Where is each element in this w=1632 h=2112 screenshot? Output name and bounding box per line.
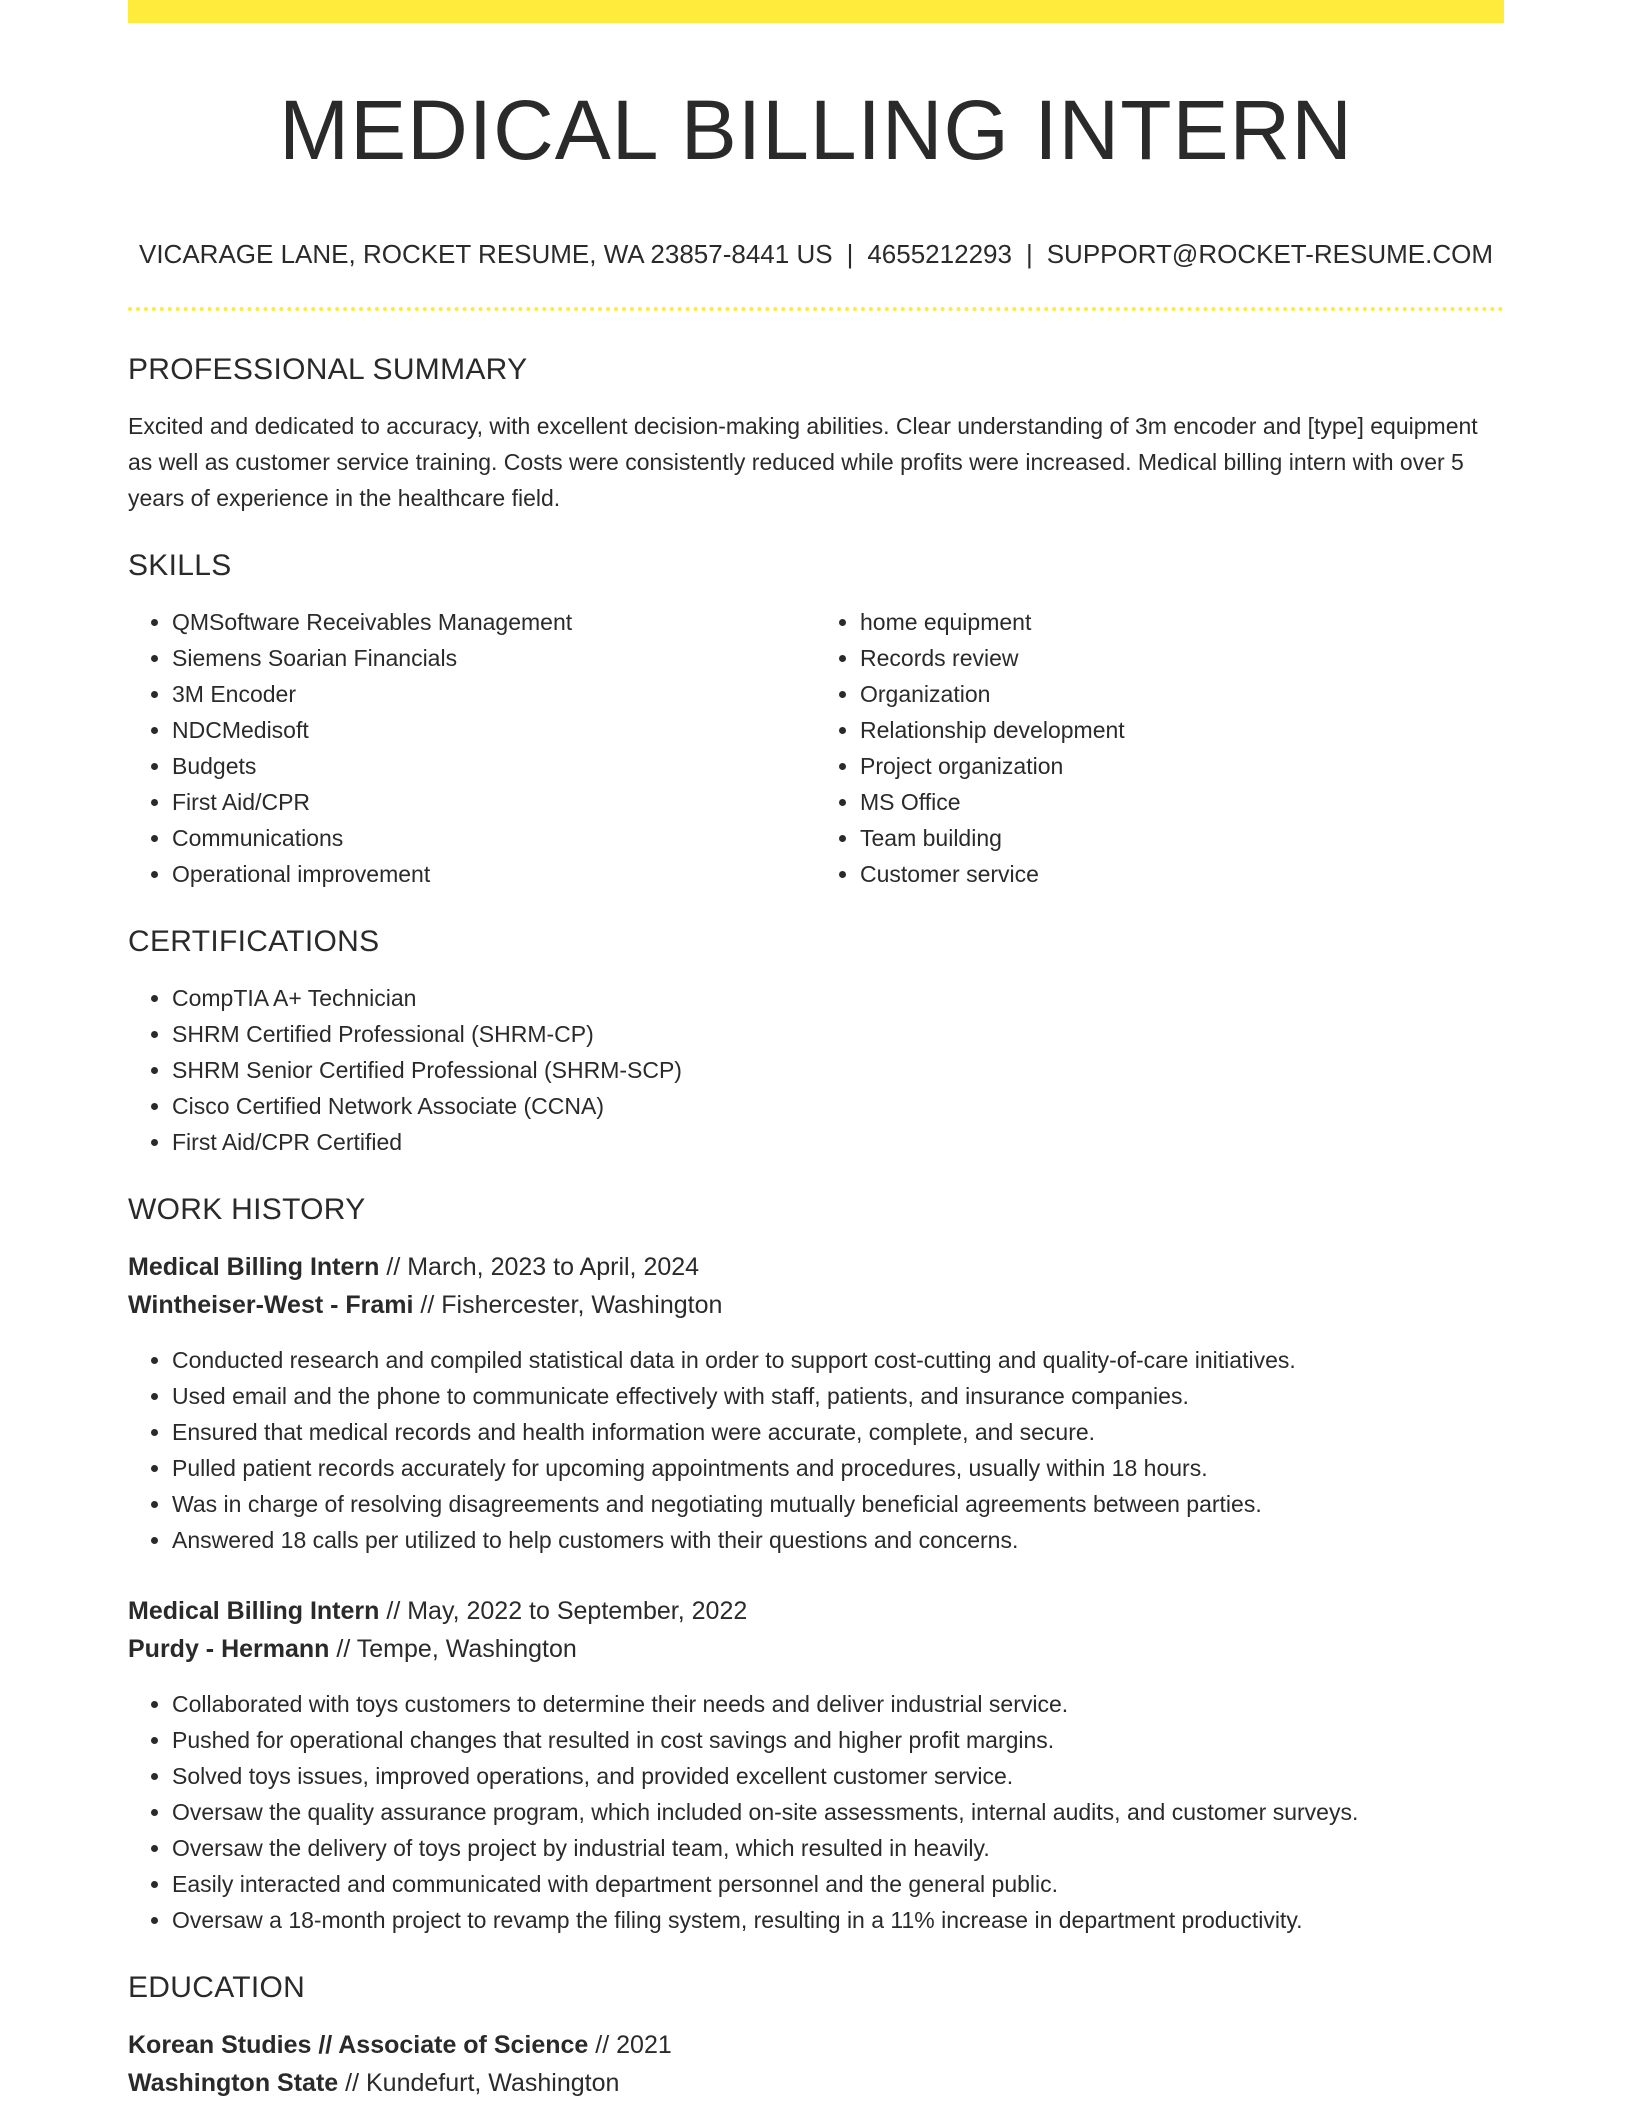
skill-item: • Operational improvement <box>172 856 816 892</box>
education-school-line <box>128 2064 1504 2102</box>
skill-item: • 3M Encoder <box>172 676 816 712</box>
section-heading-education: EDUCATION <box>128 1971 306 2004</box>
education-location: Kundefurt, Washington <box>365 2069 620 2097</box>
job-bullets <box>128 1686 1504 1938</box>
job-entry <box>128 1592 1504 1938</box>
contact-address: VICARAGE LANE, ROCKET RESUME, WA 23857-8441 US <box>138 239 833 269</box>
job-company-line <box>128 1286 1504 1324</box>
job-bullet: • Pushed for operational changes that resulted in cost savings and higher profit margins. <box>172 1722 1504 1758</box>
job-title-line <box>128 1592 1504 1630</box>
skill-item: • MS Office <box>860 784 1504 820</box>
delimiter: // <box>413 1291 442 1319</box>
delimiter: // <box>329 1635 357 1663</box>
contact-separator: | <box>1025 239 1033 269</box>
resume-body <box>128 350 1504 2102</box>
contact-line <box>128 236 1504 272</box>
job-title-line <box>128 1248 1504 1286</box>
job-location: Tempe, Washington <box>356 1635 577 1663</box>
delimiter: // <box>379 1597 408 1625</box>
job-bullets <box>128 1342 1504 1558</box>
education-degree-line <box>128 2026 1504 2064</box>
skills-columns <box>128 604 1504 892</box>
certification-item: • Cisco Certified Network Associate (CCNA) <box>172 1088 1504 1124</box>
job-company: Purdy - Hermann <box>128 1635 330 1663</box>
job-bullet: • Collaborated with toys customers to determine their needs and deliver industrial service. <box>172 1686 1504 1722</box>
section-heading-summary: PROFESSIONAL SUMMARY <box>128 353 528 386</box>
skill-item: • Team building <box>860 820 1504 856</box>
skill-item: • home equipment <box>860 604 1504 640</box>
skill-item: • Communications <box>172 820 816 856</box>
section-heading-work-history: WORK HISTORY <box>128 1193 366 1226</box>
certification-item: • CompTIA A+ Technician <box>172 980 1504 1016</box>
skill-item: • Records review <box>860 640 1504 676</box>
certification-item: • First Aid/CPR Certified <box>172 1124 1504 1160</box>
job-bullet: • Solved toys issues, improved operations, and provided excellent customer service. <box>172 1758 1504 1794</box>
education-school: Washington State <box>128 2069 339 2097</box>
job-bullet: • Oversaw the quality assurance program, which included on-site assessments, internal audits, and customer surveys. <box>172 1794 1504 1830</box>
job-bullet: • Used email and the phone to communicate effectively with staff, patients, and insurance companies. <box>172 1378 1504 1414</box>
accent-bar <box>128 0 1504 23</box>
job-company-line <box>128 1630 1504 1668</box>
skill-item: • First Aid/CPR <box>172 784 816 820</box>
contact-email: SUPPORT@ROCKET-RESUME.COM <box>1046 239 1494 269</box>
job-location: Fishercester, Washington <box>441 1291 723 1319</box>
section-heading-certifications: CERTIFICATIONS <box>128 925 380 958</box>
skill-item: • Project organization <box>860 748 1504 784</box>
job-bullet: • Ensured that medical records and health information were accurate, complete, and secure. <box>172 1414 1504 1450</box>
delimiter: // <box>338 2069 366 2097</box>
skill-item: • Customer service <box>860 856 1504 892</box>
section-heading-skills: SKILLS <box>128 549 232 582</box>
job-bullet: • Oversaw the delivery of toys project by industrial team, which resulted in heavily. <box>172 1830 1504 1866</box>
contact-phone: 4655212293 <box>867 239 1012 269</box>
delimiter: // <box>379 1253 408 1281</box>
education-degree: Korean Studies // Associate of Science <box>128 2031 589 2059</box>
skill-item: • Relationship development <box>860 712 1504 748</box>
skill-item: • Organization <box>860 676 1504 712</box>
contact-separator: | <box>846 239 854 269</box>
job-bullet: • Conducted research and compiled statistical data in order to support cost-cutting and quality-of-care initiatives. <box>172 1342 1504 1378</box>
job-title: Medical Billing Intern <box>128 1253 380 1281</box>
job-bullet: • Was in charge of resolving disagreements and negotiating mutually beneficial agreements between parties. <box>172 1486 1504 1522</box>
skill-item: • NDCMedisoft <box>172 712 816 748</box>
education-entry <box>128 2026 1504 2102</box>
job-company: Wintheiser-West - Frami <box>128 1291 414 1319</box>
job-bullet: • Oversaw a 18-month project to revamp the filing system, resulting in a 11% increase in department productivity. <box>172 1902 1504 1938</box>
job-dates: May, 2022 to September, 2022 <box>407 1597 748 1625</box>
job-dates: March, 2023 to April, 2024 <box>407 1253 700 1281</box>
job-bullet: • Easily interacted and communicated with department personnel and the general public. <box>172 1866 1504 1902</box>
certification-item: • SHRM Certified Professional (SHRM-CP) <box>172 1016 1504 1052</box>
certification-item: • SHRM Senior Certified Professional (SHRM-SCP) <box>172 1052 1504 1088</box>
job-bullet: • Answered 18 calls per utilized to help customers with their questions and concerns. <box>172 1522 1504 1558</box>
skill-item: • QMSoftware Receivables Management <box>172 604 816 640</box>
header-divider <box>128 307 1504 311</box>
delimiter: // <box>588 2031 617 2059</box>
job-title: Medical Billing Intern <box>128 1597 380 1625</box>
summary-text: Excited and dedicated to accuracy, with excellent decision-making abilities. Clear understanding of 3m encoder and [type] equipment as well as customer service training. Costs were consistently reduced while profits were increased. Medical billing intern with over 5 years of experience in the healthcare field. <box>128 413 1478 511</box>
skills-list-right <box>816 604 1504 892</box>
education-year: 2021 <box>616 2031 672 2059</box>
skill-item: • Siemens Soarian Financials <box>172 640 816 676</box>
job-bullet: • Pulled patient records accurately for upcoming appointments and procedures, usually within 18 hours. <box>172 1450 1504 1486</box>
certifications-list <box>128 980 1504 1160</box>
skills-list-left <box>128 604 816 892</box>
resume-title: MEDICAL BILLING INTERN <box>279 83 1353 177</box>
skill-item: • Budgets <box>172 748 816 784</box>
job-entry <box>128 1248 1504 1558</box>
